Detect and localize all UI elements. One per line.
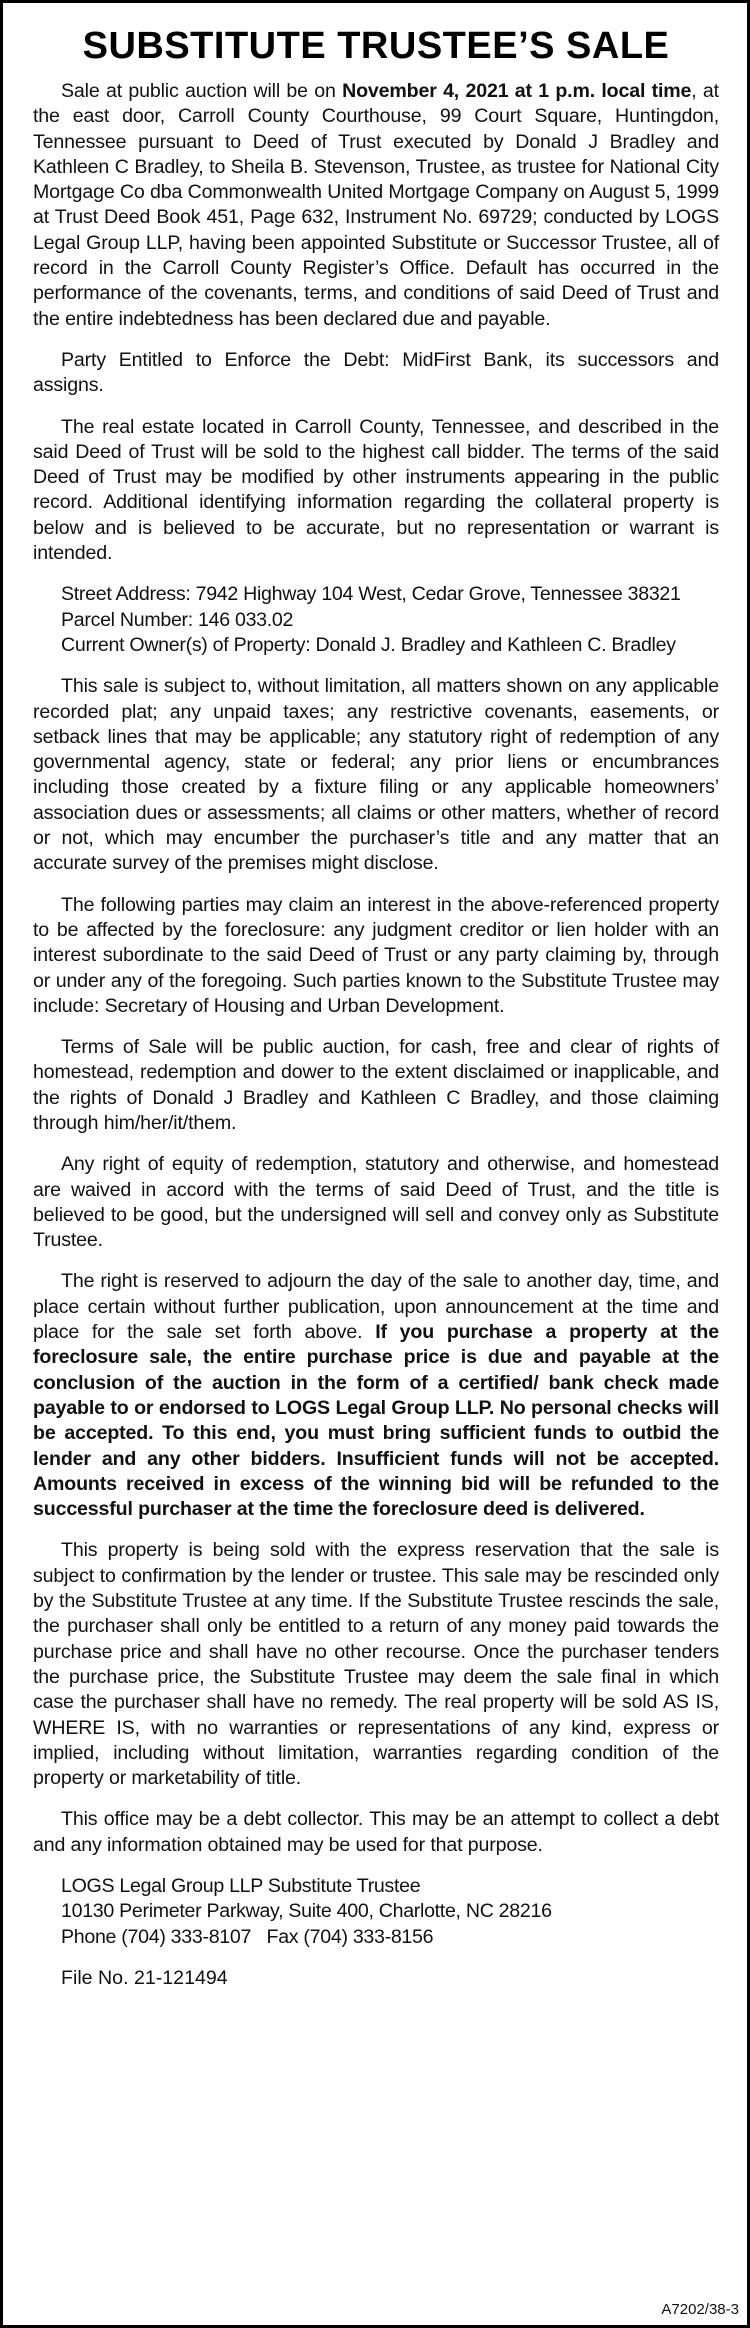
paragraph-interested-parties: The following parties may claim an interest in the above-referenced property to be affected by the foreclosure: any judgment creditor or lien holder with an interest subordinate to the said Deed of Trust or any party claiming by, through or under any of the foregoing. Such parties known to the Substitute Trustee may include: Secretary of Housing and Urban Development. [33, 893, 719, 1017]
paragraph-real-estate: The real estate located in Carroll County, Tennessee, and described in the said Deed of Trust will be sold to the highest call bidder. The terms of the said Deed of Trust may be modified by other instruments appearing in the public record. Additional identifying information regarding the collateral property is below and is believed to be accurate, but no representation or warrant is intended. [33, 415, 719, 565]
paragraph-sale-subject: This sale is subject to, without limitation, all matters shown on any applicable recorded plat; any unpaid taxes; any restrictive covenants, easements, or setback lines that may be applicable; any statutory right of redemption of any governmental agency, state or federal; any prior liens or encumbrances including those created by a fixture filing or any applicable homeowners’ association dues or assessments; all claims or other matters, whether of record or not, which may encumber the purchaser’s title and any matter that an accurate survey of the premises might disclose. [33, 675, 719, 875]
adjournment-text: The right is reserved to adjourn the day of the sale to another day, time, and place certain without further publication, upon announcement at the time and place for the sale set forth above. [33, 1270, 719, 1344]
trustee-phone-fax: Phone (704) 333-8107 Fax (704) 333-8156 [61, 1925, 434, 1948]
property-info [61, 582, 719, 658]
paragraph-rescission: This property is being sold with the express reservation that the sale is subject to confirmation by the lender or trustee. This sale may be rescinded only by the Substitute Trustee at any time. If the Substitute Trustee rescinds the sale, the purchaser shall only be entitled to a return of any money paid towards the purchase price and shall have no other recourse. Once the purchaser tenders the purchase price, the Substitute Trustee may deem the sale final in which case the purchaser shall have no remedy. The real property will be sold AS IS, WHERE IS, with no warranties or representations of any kind, express or implied, including without limitation, warranties regarding condition of the property or marketability of title. [33, 1539, 719, 1790]
sale-intro-text: Sale at public auction will be on [61, 80, 343, 102]
parcel-number: Parcel Number: 146 033.02 [61, 608, 294, 631]
street-address: Street Address: 7942 Highway 104 West, Cedar Grove, Tennessee 38321 [61, 583, 681, 606]
trustee-address: 10130 Perimeter Parkway, Suite 400, Charlotte, NC 28216 [61, 1900, 552, 1923]
paragraph-sale-details [33, 79, 719, 332]
paragraph-adjournment [33, 1269, 719, 1522]
reference-code: A7202/38-3 [661, 2301, 739, 2318]
paragraph-debt-party: Party Entitled to Enforce the Debt: MidFirst Bank, its successors and assigns. [33, 348, 719, 397]
sale-date-time: November 4, 2021 at 1 p.m. local time [342, 80, 692, 102]
current-owners: Current Owner(s) of Property: Donald J. Bradley and Kathleen C. Bradley [61, 633, 676, 656]
sale-details-text: , at the east door, Carroll County Courthouse, 99 Court Square, Huntingdon, Tennessee pursuant to Deed of Trust executed by Donald J Bradley and Kathleen C Bradley, to Sheila B. Stevenson, Trustee, as trustee for National City Mortgage Co dba Commonwealth United Mortgage Company on August 5, 1999 at Trust Deed Book 451, Page 632, Instrument No. 69729; conducted by LOGS Legal Group LLP, having been appointed Substitute or Successor Trustee, all of record in the Carroll County Register’s Office. Default has occurred in the performance of the covenants, terms, and conditions of said Deed of Trust and the entire indebtedness has been declared due and payable. [33, 80, 719, 330]
paragraph-terms-of-sale: Terms of Sale will be public auction, for cash, free and clear of rights of homestead, redemption and dower to the extent disclaimed or inapplicable, and the rights of Donald J Bradley and Kathleen C Bradley, and those claiming through him/her/it/them. [33, 1036, 719, 1134]
trustee-name: LOGS Legal Group LLP Substitute Trustee [61, 1875, 421, 1897]
paragraph-debt-collector: This office may be a debt collector. This may be an attempt to collect a debt and any information obtained may be used for that purpose. [33, 1808, 719, 1856]
file-number: File No. 21-121494 [61, 1966, 228, 1989]
trustee-contact [61, 1874, 719, 1950]
notice-title: SUBSTITUTE TRUSTEE’S SALE [82, 25, 670, 67]
purchase-terms-bold: If you purchase a property at the foreclosure sale, the entire purchase price is due and payable at the conclusion of the auction in the form of a certified/ bank check made payable to or endorsed to LOGS Legal Group LLP. No personal checks will be accepted. To this end, you must bring sufficient funds to outbid the lender and any other bidders. Insufficient funds will not be accepted. Amounts received in excess of the winning bid will be refunded to the successful purchaser at the time the foreclosure deed is delivered. [33, 1321, 719, 1521]
paragraph-equity-redemption: Any right of equity of redemption, statutory and otherwise, and homestead are waived in accord with the terms of said Deed of Trust, and the title is believed to be good, but the undersigned will sell and convey only as Substitute Trustee. [33, 1153, 719, 1252]
